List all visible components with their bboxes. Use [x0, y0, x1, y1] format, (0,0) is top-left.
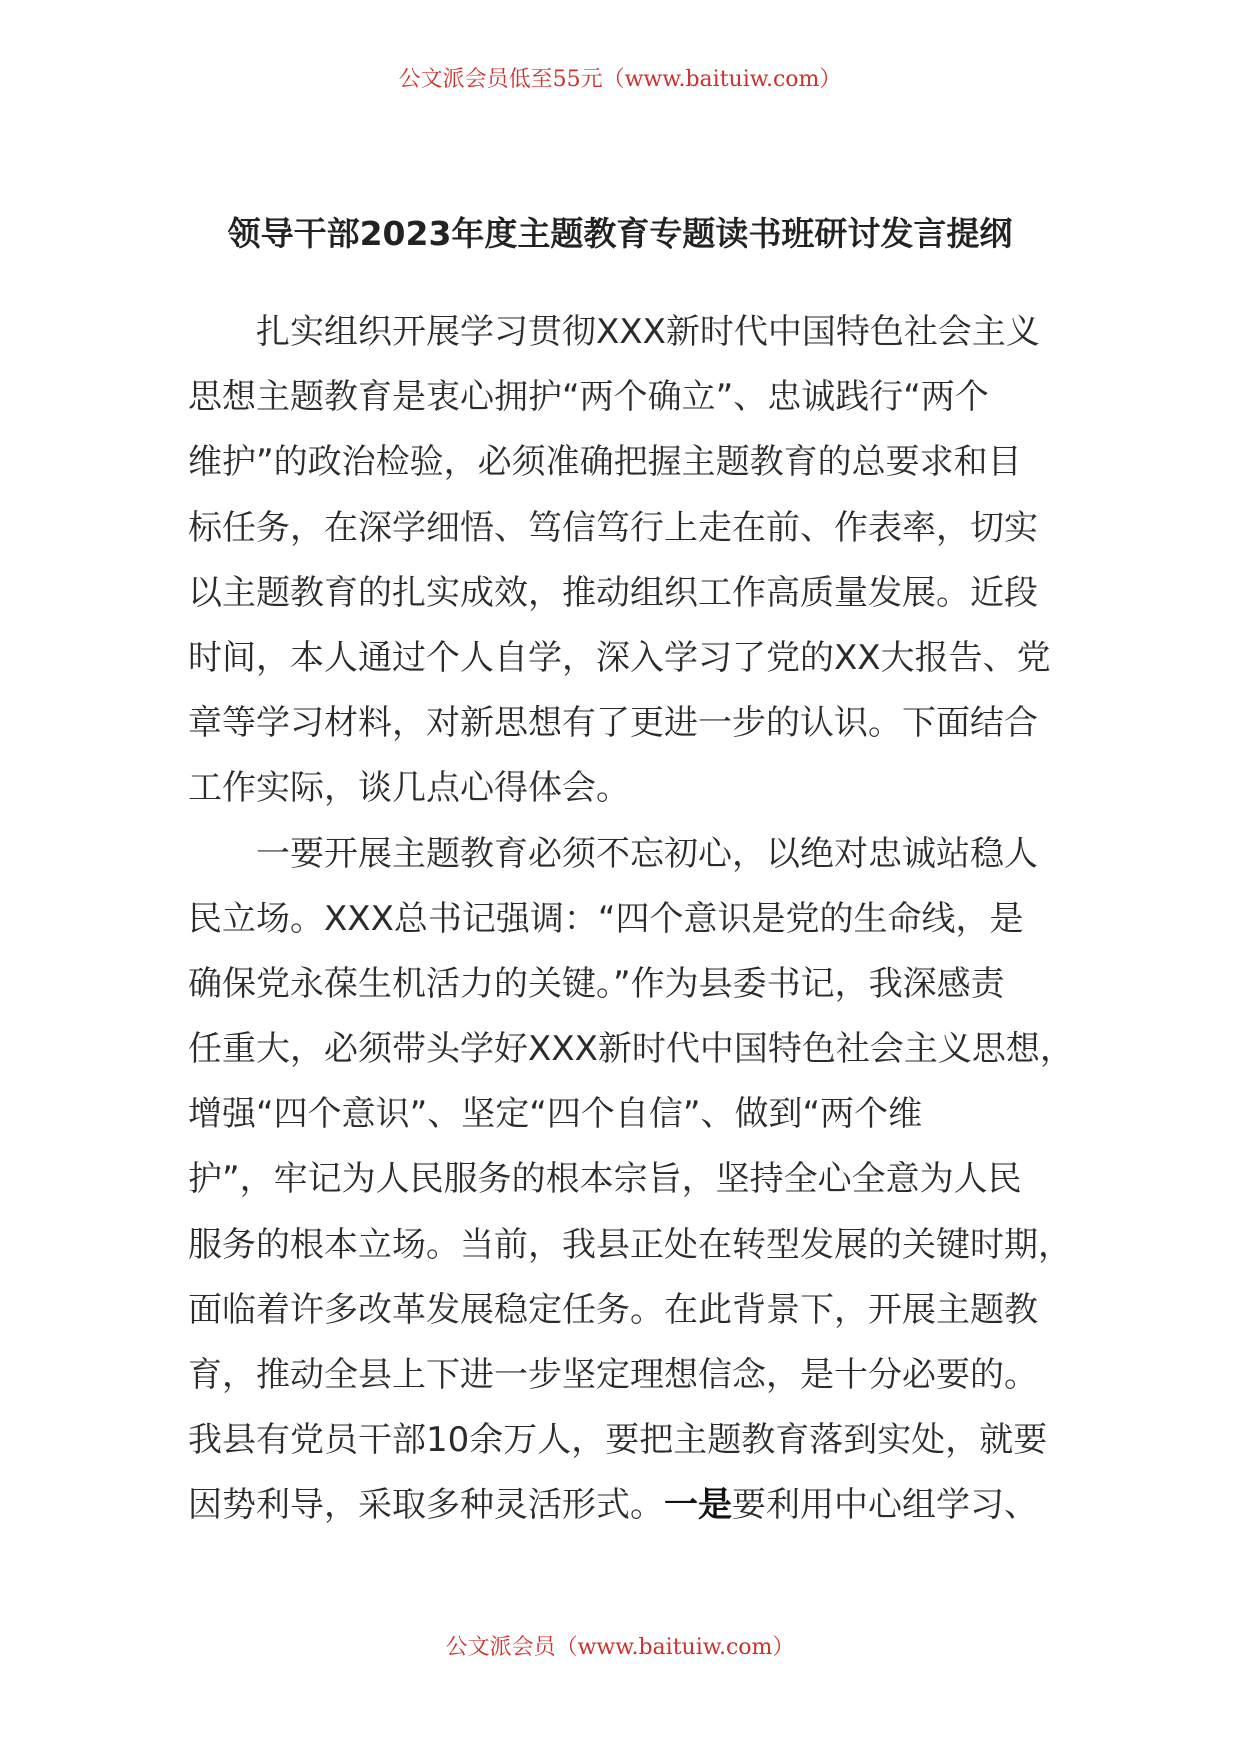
text-line: 思想主题教育是衷心拥护“两个确立”、忠诚践行“两个 — [188, 377, 989, 418]
text-line: 一要开展主题教育必须不忘初心，以绝对忠诚站稳人 — [256, 833, 1038, 874]
text-line: 增强“四个意识”、坚定“四个自信”、做到“两个维 — [188, 1094, 923, 1135]
text-line: 面临着许多改革发展稳定任务。在此背景下，开展主题教 — [188, 1289, 1038, 1330]
text-line-last — [188, 1473, 1068, 1538]
text-line: 护”，牢记为人民服务的根本宗旨，坚持全心全意为人民 — [188, 1159, 1022, 1200]
text-line: 育，推动全县上下进一步坚定理想信念，是十分必要的。 — [188, 1355, 1038, 1395]
text-line: 工作实际，谈几点心得体会。 — [188, 768, 630, 809]
text-line: 民立场。XXX总书记强调：“四个意识是党的生命线，是 — [188, 898, 1024, 939]
text-line: 确保党永葆生机活力的关键。”作为县委书记，我深感责 — [188, 963, 1005, 1004]
text-line: 以主题教育的扎实成效，推动组织工作高质量发展。近段 — [188, 572, 1038, 613]
text-line: 我县有党员干部10余万人，要把主题教育落到实处，就要 — [188, 1420, 1048, 1461]
header-watermark: 公文派会员低至55元（www.baituiw.com） — [398, 67, 842, 92]
document-body — [188, 300, 1074, 1539]
text-segment: 因势利导，采取多种灵活形式。 — [188, 1485, 664, 1526]
footer-watermark: 公文派会员（www.baituiw.com） — [445, 1635, 795, 1660]
text-line: 维护”的政治检验，必须准确把握主题教育的总要求和目 — [188, 442, 1022, 483]
text-line: 任重大，必须带头学好XXX新时代中国特色社会主义思想， — [188, 1029, 1074, 1070]
bold-marker: 一是 — [664, 1485, 732, 1526]
paragraph-1 — [188, 300, 1068, 822]
text-line: 标任务，在深学细悟、笃信笃行上走在前、作表率，切实 — [188, 507, 1038, 548]
text-line: 服务的根本立场。当前，我县正处在转型发展的关键时期， — [188, 1224, 1072, 1265]
text-line: 扎实组织开展学习贯彻XXX新时代中国特色社会主义 — [256, 312, 1040, 352]
document-title: 领导干部2023年度主题教育专题读书班研讨发言提纲 — [227, 214, 1013, 253]
text-line: 时间，本人通过个人自学，深入学习了党的XX大报告、党 — [188, 637, 1051, 678]
paragraph-2 — [188, 822, 1074, 1539]
text-segment: 要利用中心组学习、 — [732, 1485, 1038, 1526]
text-line: 章等学习材料，对新思想有了更进一步的认识。下面结合 — [188, 703, 1038, 744]
